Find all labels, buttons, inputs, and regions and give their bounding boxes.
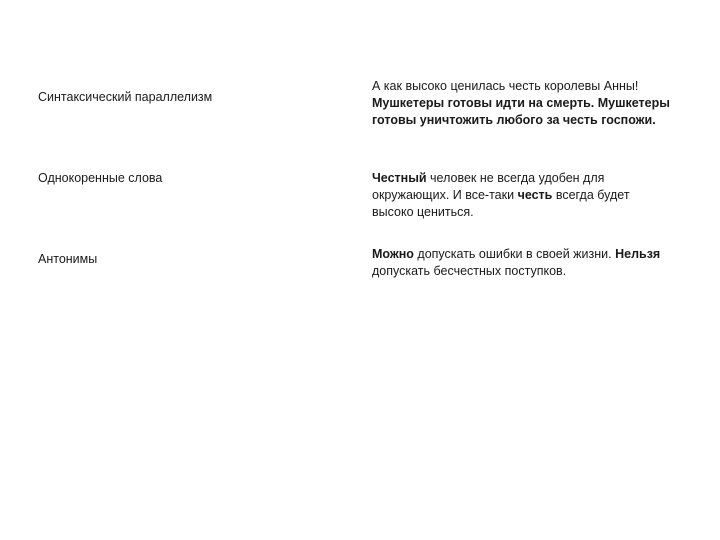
highlighted-word: честь xyxy=(517,188,553,202)
term-antonyms: Антонимы xyxy=(38,252,98,266)
highlighted-word: Честный xyxy=(372,171,427,185)
example-line xyxy=(372,246,682,263)
example-cognate-words xyxy=(372,170,682,221)
example-line xyxy=(372,187,682,204)
example-antonyms xyxy=(372,246,682,280)
example-line-bold: готовы уничтожить любого за честь госпожи. xyxy=(372,113,656,127)
term-syntactic-parallelism: Синтаксический параллелизм xyxy=(38,90,213,104)
term-cognate-words: Однокоренные слова xyxy=(38,171,163,185)
example-text: всегда будет xyxy=(552,188,630,202)
highlighted-word: Нельзя xyxy=(615,247,661,261)
example-text: человек не всегда удобен для xyxy=(426,171,605,185)
example-line: допускать бесчестных поступков. xyxy=(372,264,567,278)
example-line xyxy=(372,170,682,187)
highlighted-word: Можно xyxy=(372,247,414,261)
example-line: А как высоко ценилась честь королевы Анны! xyxy=(372,79,639,93)
example-line: высоко цениться. xyxy=(372,205,474,219)
example-text: окружающих. И все-таки xyxy=(372,188,518,202)
example-line-bold: Мушкетеры готовы идти на смерть. Мушкетеры xyxy=(372,96,670,110)
example-text: допускать ошибки в своей жизни. xyxy=(413,247,616,261)
example-syntactic-parallelism xyxy=(372,78,682,129)
